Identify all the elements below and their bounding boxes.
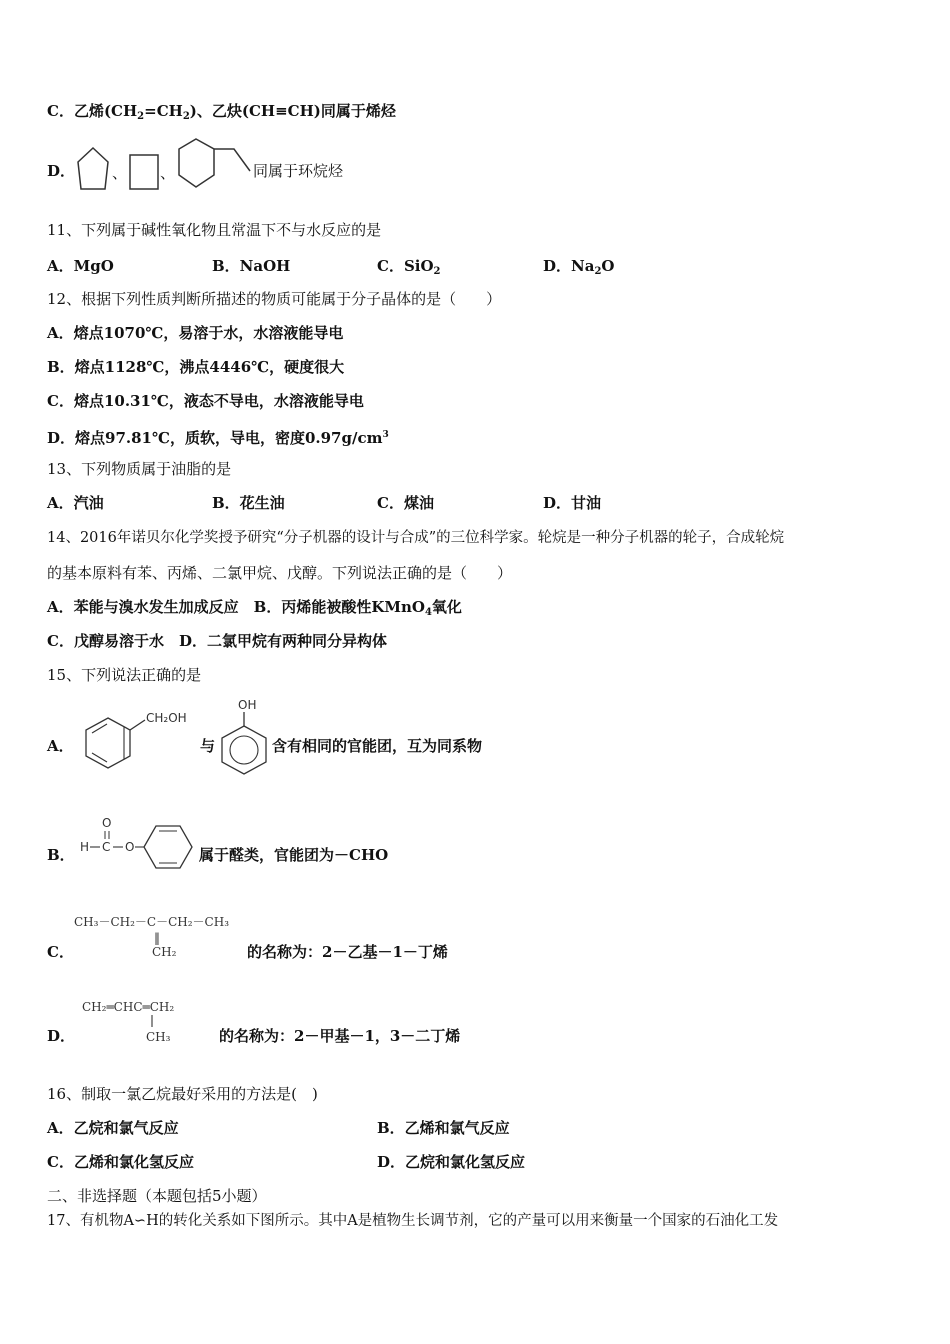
q10-option-c: C．乙烯$(CH_2=CH_2)$、乙炔(CH≡CH)同属于烯烃: [47, 102, 396, 122]
q14-stem-line1: 14、2016年诺贝尔化学奖授予研究“分子机器的设计与合成”的三位科学家。轮烷是一种分子机器的轮子，合成轮烷: [47, 530, 785, 546]
q14-options-ab: A．苯能与溴水发生加成反应 B．丙烯能被酸性KMnO$_4$氧化: [47, 598, 462, 618]
cyclopentane-structure: [75, 145, 111, 193]
separator-2: 、: [160, 164, 176, 182]
q16-stem: 16、制取一氯乙烷最好采用的方法是( ): [47, 1085, 318, 1103]
benzyl-alcohol-structure: [80, 700, 200, 780]
q15-stem: 15、下列说法正确的是: [47, 666, 202, 684]
c-atom: C: [102, 840, 111, 854]
q15-c-ch2: CH₂: [152, 945, 177, 959]
q13-option-c: C．煤油: [377, 494, 434, 512]
separator-1: 、: [112, 164, 128, 182]
q15-option-c-text: 的名称为：2－乙基－1－丁烯: [247, 943, 448, 961]
q14-options-cd: C．戊醇易溶于水 D．二氯甲烷有两种同分异构体: [47, 632, 387, 650]
q10-option-d-label: D．: [47, 162, 76, 180]
q15-option-d-text: 的名称为：2－甲基－1，3－二丁烯: [219, 1027, 461, 1045]
q11-option-c: C．SiO$_2$: [377, 257, 441, 277]
q15-c-chain: CH₃－CH₂－C－CH₂－CH₃: [74, 915, 230, 929]
q15-option-c-label: C．: [47, 943, 74, 961]
q12-option-d: D．熔点97.81℃，质软，导电，密度$0.97g/cm^3$: [47, 429, 389, 447]
q10-option-d-text: 同属于环烷烃: [253, 162, 344, 180]
q14-stem-line2: 的基本原料有苯、丙烯、二氯甲烷、戊醇。下列说法正确的是（ ）: [47, 564, 513, 582]
methylcyclohexane-structure: [176, 135, 256, 195]
q15-c-structure: [72, 910, 262, 962]
q15-option-b-label: B．: [47, 846, 75, 864]
q15-option-b-text: 属于醛类，官能团为－CHO: [199, 846, 389, 864]
oh-text: OH: [238, 698, 257, 712]
q11-option-d: D．$Na_2O$: [543, 257, 615, 277]
q15-a-conjunction: 与: [200, 737, 216, 755]
q15-c-double-bond: ‖: [154, 931, 160, 945]
q11-stem: 11、下列属于碱性氧化物且常温下不与水反应的是: [47, 221, 382, 239]
q12-option-c: C．熔点10.31℃，液态不导电，水溶液能导电: [47, 392, 364, 410]
q16-option-c: C．乙烯和氯化氢反应: [47, 1153, 194, 1171]
q15-d-structure: [80, 996, 220, 1048]
q11-option-a: A．MgO: [47, 257, 114, 275]
q13-option-b: B．花生油: [212, 494, 285, 512]
q15-d-chain: CH₂═CHC═CH₂: [82, 1000, 175, 1014]
cyclobutane-structure: [128, 153, 160, 191]
q12-option-b: B．熔点1128℃，沸点4446℃，硬度很大: [47, 358, 345, 376]
ch2oh-text: CH₂OH: [146, 711, 187, 725]
q16-option-d: D．乙烷和氯化氢反应: [377, 1153, 526, 1171]
section-2-heading: 二、非选择题（本题包括5小题）: [47, 1187, 267, 1205]
q13-option-a: A．汽油: [47, 494, 104, 512]
q15-d-ch3: CH₃: [146, 1030, 171, 1044]
ester-o-atom: O: [125, 840, 135, 854]
q15-option-a-label: A．: [47, 737, 74, 755]
phenol-structure: [218, 694, 274, 778]
q16-option-a: A．乙烷和氯气反应: [47, 1119, 179, 1137]
q12-stem: 12、根据下列性质判断所描述的物质可能属于分子晶体的是（ ）: [47, 290, 502, 308]
q13-stem: 13、下列物质属于油脂的是: [47, 460, 232, 478]
phenyl-formate-structure: [78, 812, 198, 872]
h-atom: H: [80, 840, 90, 854]
q11-option-b: B．NaOH: [212, 257, 291, 275]
q15-option-a-text: 含有相同的官能团，互为同系物: [272, 737, 483, 755]
q13-option-d: D．甘油: [543, 494, 602, 512]
carbonyl-o-atom: O: [102, 816, 112, 830]
q16-option-b: B．乙烯和氯气反应: [377, 1119, 510, 1137]
q12-option-a: A．熔点1070℃，易溶于水，水溶液能导电: [47, 324, 344, 342]
q15-option-d-label: D．: [47, 1027, 76, 1045]
q17-stem: 17、有机物A∽H的转化关系如下图所示。其中A是植物生长调节剂，它的产量可以用来衡量一个国家的石油化工发: [47, 1213, 779, 1229]
